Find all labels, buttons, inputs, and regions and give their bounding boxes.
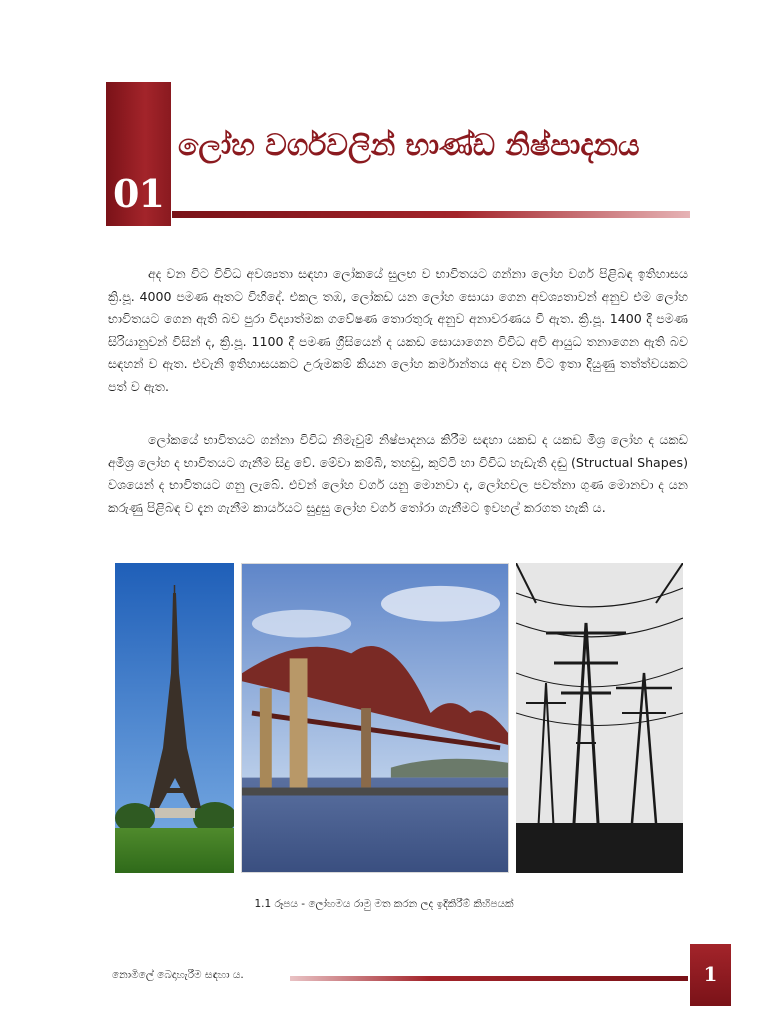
body-paragraph-1: අද වන විට විවිධ අවශ්‍යතා සඳහා ලෝකයේ සුලභ ව භාවිතයට ගන්නා ලෝහ වර්ග පිළිබඳ ඉතිහාසය ක්‍රි.පූ. 4000 පමණ ඈතට විහිදේ. එකල තඹ, ලෝකඩ යන ලෝහ සොයා ගෙන අවශ්‍යතාවන් අනුව එම ලෝහ භාවිතයට ගෙන ඇති බව පුරා විද්‍යාත්මක ගවේෂණ තොරතුරු අනුව අනාවරණය වී ඇත. ක්‍රි.පූ. 1400 දී පමණ සිරියානුවන් විසින් ද, ක්‍රි.පූ. 1100 දී පමණ ග්‍රීසියෙන් ද යකඩ සොයාගෙන විවිධ අවි ආයුධ තනාගෙන ඇති බව සඳහන් ව ඇත. එවැනි ඉතිහාසයකට උරුමකම් කියන ලෝහ කර්මාන්තය අද වන විට ඉතා දියුණු තත්ත්වයකට පත් ව ඇත. bbox=[108, 266, 688, 394]
body-paragraph-2: ලෝකයේ භාවිතයට ගන්නා විවිධ නිමැවුම් නිෂ්පාදනය කිරීම සඳහා යකඩ ද යකඩ මිශ්‍ර ලෝහ ද යකඩ අමිශ්‍ර ලෝහ ද භාවිතයට ගැනීම සිදු වේ. මේවා කම්බි, තහඩු, කුට්ටි හා විවිධ හැඩැති දඬු (Structual Shapes) වශයෙන් ද භාවිතයට ගනු ලැබේ. එවන් ලෝහ වර්ග යනු මොනවා ද, ලෝහවල පවත්නා ගුණ මොනවා ද යන කරුණු පිළිබඳ ව දැන ගැනීම කාර්යයට සුදුසු ලෝහ වර්ග තෝරා ගැනීමට ඉවහල් කරගත හැකි ය. bbox=[108, 432, 688, 515]
chapter-number-box bbox=[106, 82, 171, 226]
steel-bridge-photo bbox=[241, 563, 509, 873]
eiffel-tower-photo bbox=[115, 563, 234, 873]
chapter-number: 01 bbox=[113, 171, 164, 216]
figure-caption: 1.1 රූපය - ලෝහමය රාමු මත කරන ලද ඉදිකිරීම් කිහිපයක් bbox=[254, 898, 514, 910]
page-number: 1 bbox=[703, 962, 718, 986]
power-pylons-photo bbox=[516, 563, 683, 873]
title-underline bbox=[172, 211, 690, 218]
chapter-title: ලෝහ වර්ගවලින් භාණ්ඩ නිෂ්පාදනය bbox=[178, 128, 640, 163]
footer-rule bbox=[290, 976, 688, 981]
page-number-box bbox=[690, 944, 731, 1006]
footer-note: නොමිලේ බෙදාහැරීම සඳහා ය. bbox=[112, 969, 244, 981]
